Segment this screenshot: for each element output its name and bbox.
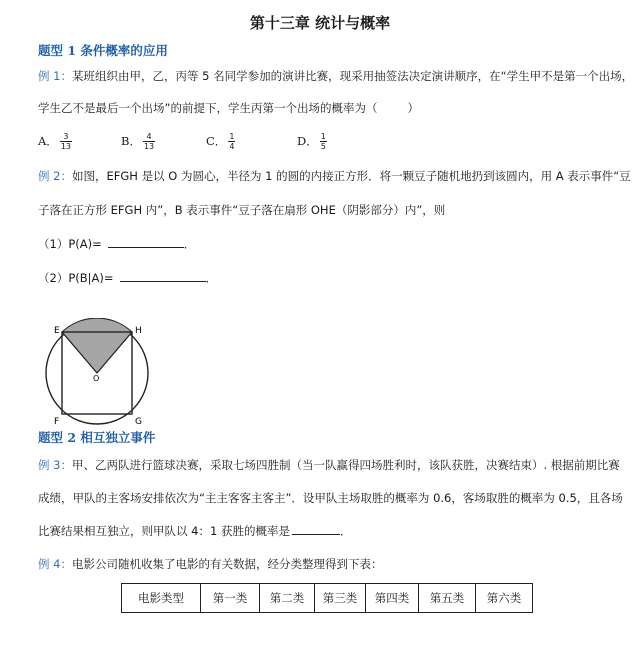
circle-square-figure	[40, 318, 160, 430]
table-cell: 第五类	[419, 584, 476, 613]
movie-category-table	[121, 583, 533, 613]
example-2-tag: 例 2：	[38, 169, 72, 183]
table-cell: 第六类	[476, 584, 533, 613]
example-3-text-1: 甲、乙两队进行篮球决赛，采取七场四胜制（当一队赢得四场胜利时，该队获胜，决赛结束）. 根据前期比赛	[71, 458, 620, 472]
answer-blank-1[interactable]	[108, 237, 184, 248]
example-1-line-2	[38, 100, 419, 116]
answer-blank-3[interactable]	[292, 524, 340, 535]
example-3-tag: 例 3：	[38, 458, 72, 472]
example-2-text-1: 如图，EFGH 是以 O 为圆心，半径为 1 的圆的内接正方形．将一颗豆子随机地扔到该圆内，用 A 表示事件“豆	[71, 169, 631, 183]
example-3-line-3: 比赛结果相互独立，则甲队以 4：1 获胜的概率是 ．	[38, 524, 352, 538]
example-1-text-2b: ）	[407, 101, 419, 115]
label-o: O	[93, 374, 100, 383]
option-b: B． $\frac{4}{13}$	[121, 132, 155, 151]
option-d: D． $\frac{1}{5}$	[297, 132, 326, 151]
example-2-question-2: （2）P(B|A)= ．	[38, 271, 217, 285]
table-cell: 第二类	[260, 584, 315, 613]
example-1-line-1	[38, 68, 633, 84]
shaded-sector	[62, 318, 132, 373]
answer-blank-2[interactable]	[120, 271, 206, 282]
section-heading-1: 题型 1 条件概率的应用	[38, 43, 168, 58]
example-1-text-1: 某班组织由甲，乙，丙等 5 名同学参加的演讲比赛，现采用抽签法决定演讲顺序，在“学生甲不是第一个出场，	[71, 69, 634, 83]
example-2-question-1: （1）P(A)= ．	[38, 237, 196, 251]
label-e: E	[54, 326, 60, 336]
example-4-line-1	[38, 556, 382, 572]
option-c: C． $\frac{1}{4}$	[206, 132, 235, 151]
label-f: F	[54, 417, 60, 427]
table-cell: 第四类	[366, 584, 419, 613]
example-3-text-2: 成绩，甲队的主客场安排依次为“主主客客主客主”．设甲队主场取胜的概率为 0.6，客场取胜的概率为 0.5，且各场	[38, 491, 623, 505]
page-title: 第十三章 统计与概率	[249, 14, 391, 32]
example-2-line-1	[38, 168, 631, 184]
example-4-text-1: 电影公司随机收集了电影的有关数据，经分类整理得到下表：	[71, 557, 383, 571]
example-1-text-2a: 学生乙不是最后一个出场”的前提下，学生丙第一个出场的概率为（	[38, 101, 378, 115]
table-cell: 第一类	[201, 584, 260, 613]
section-heading-2: 题型 2 相互独立事件	[38, 430, 156, 445]
option-a: A． $\frac{3}{13}$	[38, 132, 71, 151]
label-h: H	[135, 326, 142, 336]
table-cell: 第三类	[315, 584, 366, 613]
example-3-line-1	[38, 457, 620, 473]
example-1-tag: 例 1：	[38, 69, 72, 83]
example-4-tag: 例 4：	[38, 557, 72, 571]
example-2-text-2: 子落在正方形 EFGH 内”，B 表示事件“豆子落在扇形 OHE（阴影部分）内”，则	[38, 203, 446, 217]
table-cell: 电影类型	[122, 584, 201, 613]
table-row	[122, 584, 533, 613]
label-g: G	[135, 417, 142, 427]
